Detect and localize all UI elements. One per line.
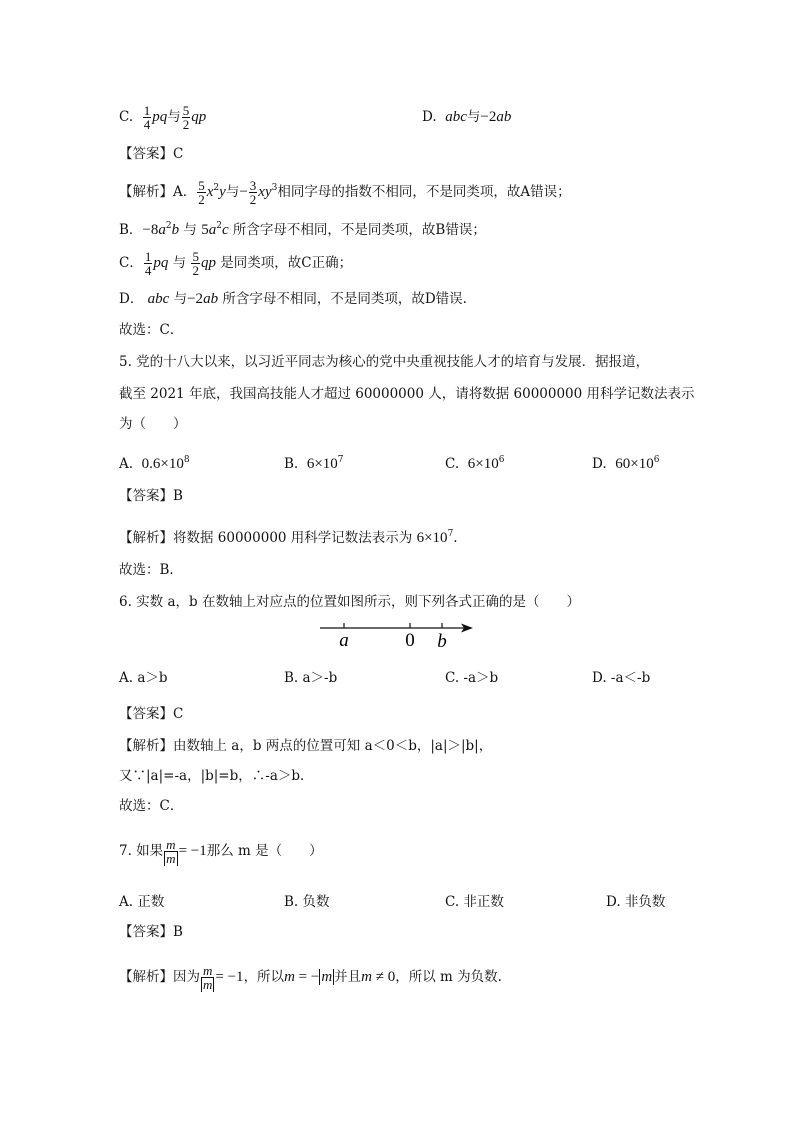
q5-stem-line2: 截至 2021 年底，我国高技能人才超过 60000000 人，请将数据 60000000 用科学记数法表示 xyxy=(119,386,695,402)
q6-stem: 6. 实数 a，b 在数轴上对应点的位置如图所示，则下列各式正确的是（ ） xyxy=(119,594,580,610)
q4-analysis-b: B．$-8a^2b$ 与 $5a^2c$ 所含字母不相同，不是同类项，故B错误； xyxy=(119,221,486,238)
q7-stem: 7. 如果 $\frac{m}{m}$ = −1那么 m 是（ ） xyxy=(119,837,323,866)
q6-choice: 故选：C． xyxy=(119,798,184,814)
q4-analysis-c: C． $\frac{1}{4}$ pq 与 $\frac{5}{2}$ qp 是同类项，故C正确； xyxy=(119,249,353,278)
q5-option-c: C. $6\times 10^6$ xyxy=(445,455,505,472)
q6-option-b: B. a＞-b xyxy=(284,670,338,686)
q5-option-b: B. $6\times 10^7$ xyxy=(284,455,344,472)
q7-analysis: 【解析】因为 $\frac{m}{m}$ = −1，所以m = − m 并且m ≠ 0，所以 m 为负数. xyxy=(119,963,502,992)
q5-stem-line3: 为（ ） xyxy=(119,416,187,432)
q4-analysis-a: 【解析】A． $\frac{5}{2}$ $x^2y$与− $\frac{3}{2}$ $xy^3$相同字母的指数不相同，不是同类项，故A错误； xyxy=(119,178,571,207)
q4-answer: 【答案】C xyxy=(119,146,184,162)
label-b: b xyxy=(437,631,447,652)
q7-option-b: B. 负数 xyxy=(284,894,330,910)
q6-analysis-line2: 又∵|a|=-a，|b|=b，∴-a＞b． xyxy=(119,768,314,784)
label-zero: 0 xyxy=(405,630,415,651)
fraction: $\frac{1}{4}$ xyxy=(143,103,151,132)
label-a: a xyxy=(339,630,349,651)
fraction: $\frac{m}{m}$ xyxy=(166,837,176,866)
q6-answer: 【答案】C xyxy=(119,706,184,722)
fraction: $\frac{5}{2}$ xyxy=(182,103,190,132)
q6-option-d: D. -a＜-b xyxy=(592,670,651,686)
q7-option-d: D. 非负数 xyxy=(606,894,666,910)
q5-stem-line1: 5. 党的十八大以来，以习近平同志为核心的党中央重视技能人才的培育与发展．据报道， xyxy=(119,354,650,370)
fraction: $\frac{m}{m}$ xyxy=(203,963,213,992)
q4-option-c: C. $\frac{1}{4}$ pq与 $\frac{5}{2}$ qp xyxy=(119,103,207,132)
q7-answer: 【答案】B xyxy=(119,924,183,940)
q6-analysis-line1: 【解析】由数轴上 a，b 两点的位置可知 a＜0＜b，|a|＞|b|， xyxy=(119,738,493,754)
q5-answer: 【答案】B xyxy=(119,488,183,504)
q6-option-c: C. -a＞b xyxy=(445,670,499,686)
q5-option-d: D. $60\times 10^6$ xyxy=(592,455,660,472)
q7-option-c: C. 非正数 xyxy=(445,894,504,910)
q4-option-d: D. abc与−2ab xyxy=(422,109,512,125)
q5-analysis: 【解析】将数据 60000000 用科学记数法表示为 $6\times 10^7$. xyxy=(119,529,458,546)
number-line-figure xyxy=(318,618,478,652)
q5-option-a: A. $0.6\times 10^8$ xyxy=(119,455,190,472)
q5-choice: 故选：B． xyxy=(119,562,183,578)
q7-option-a: A. 正数 xyxy=(119,894,165,910)
q4-analysis-d: D． abc 与−2ab 所含字母不相同，不是同类项，故D错误. xyxy=(119,291,467,307)
q4-choice: 故选：C． xyxy=(119,322,184,338)
q6-option-a: A. a＞b xyxy=(119,670,168,686)
